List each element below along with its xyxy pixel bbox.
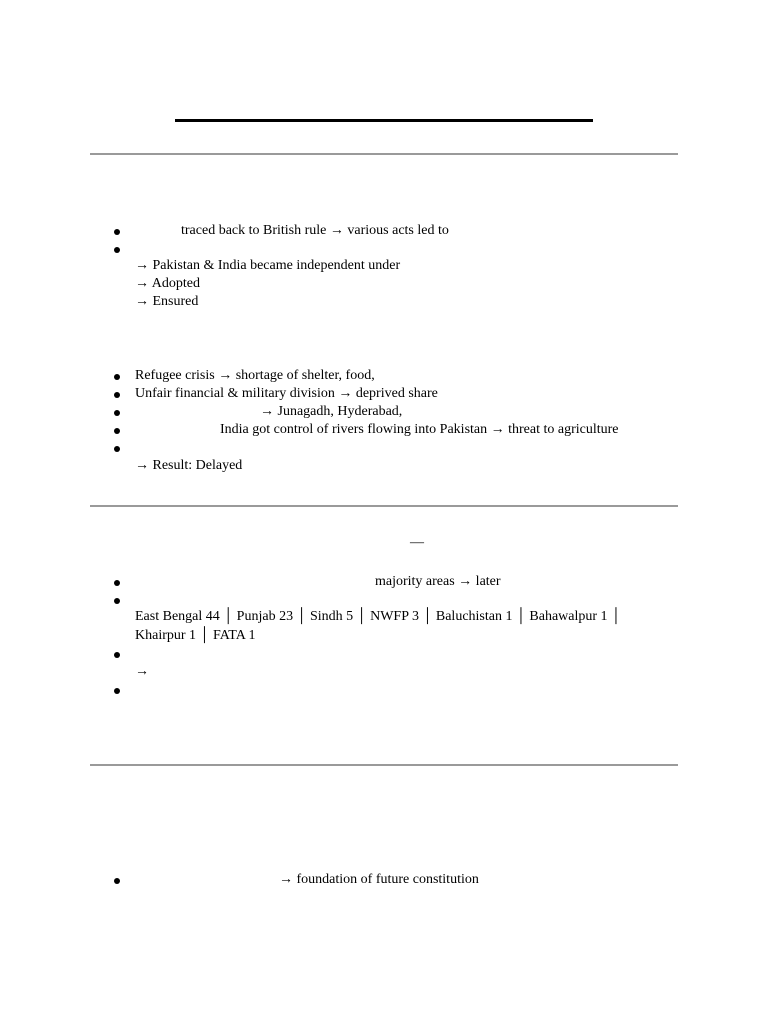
bullet [114,580,120,586]
list-item-text: → Adopted [135,276,200,291]
bullet [114,247,120,253]
list-item-text: → [135,664,149,679]
list-item-text: majority areas → later [375,574,501,589]
list-item-text: → Junagadh, Hyderabad, [260,404,403,419]
section-divider [90,764,678,766]
bullet [114,446,120,452]
list-item-text: → Pakistan & India became independent under [135,258,401,273]
bullet [114,652,120,658]
bullet [114,392,120,398]
bullet [114,428,120,434]
section-divider [90,153,678,155]
bullet [114,229,120,235]
heading-dash: — [410,535,424,550]
list-item-text: → foundation of future constitution [279,872,479,887]
bullet [114,688,120,694]
list-item-text: traced back to British rule → various acts led to [181,223,449,238]
title-underline [175,119,593,122]
bullet [114,598,120,604]
list-item-text: India got control of rivers flowing into Pakistan → threat to agriculture [220,422,619,437]
list-item-text: Unfair financial & military division → deprived share [135,386,438,401]
list-item-text: → Ensured [135,294,199,309]
bullet [114,410,120,416]
seat-distribution: East Bengal 44 │ Punjab 23 │ Sindh 5 │ NWFP 3 │ Baluchistan 1 │ Bahawalpur 1 │ [135,609,621,624]
bullet [114,878,120,884]
bullet [114,374,120,380]
list-item-text: Refugee crisis → shortage of shelter, food, [135,368,375,383]
list-item-text: → Result: Delayed [135,458,243,473]
section-divider [90,505,678,507]
seat-distribution: Khairpur 1 │ FATA 1 [135,628,256,643]
